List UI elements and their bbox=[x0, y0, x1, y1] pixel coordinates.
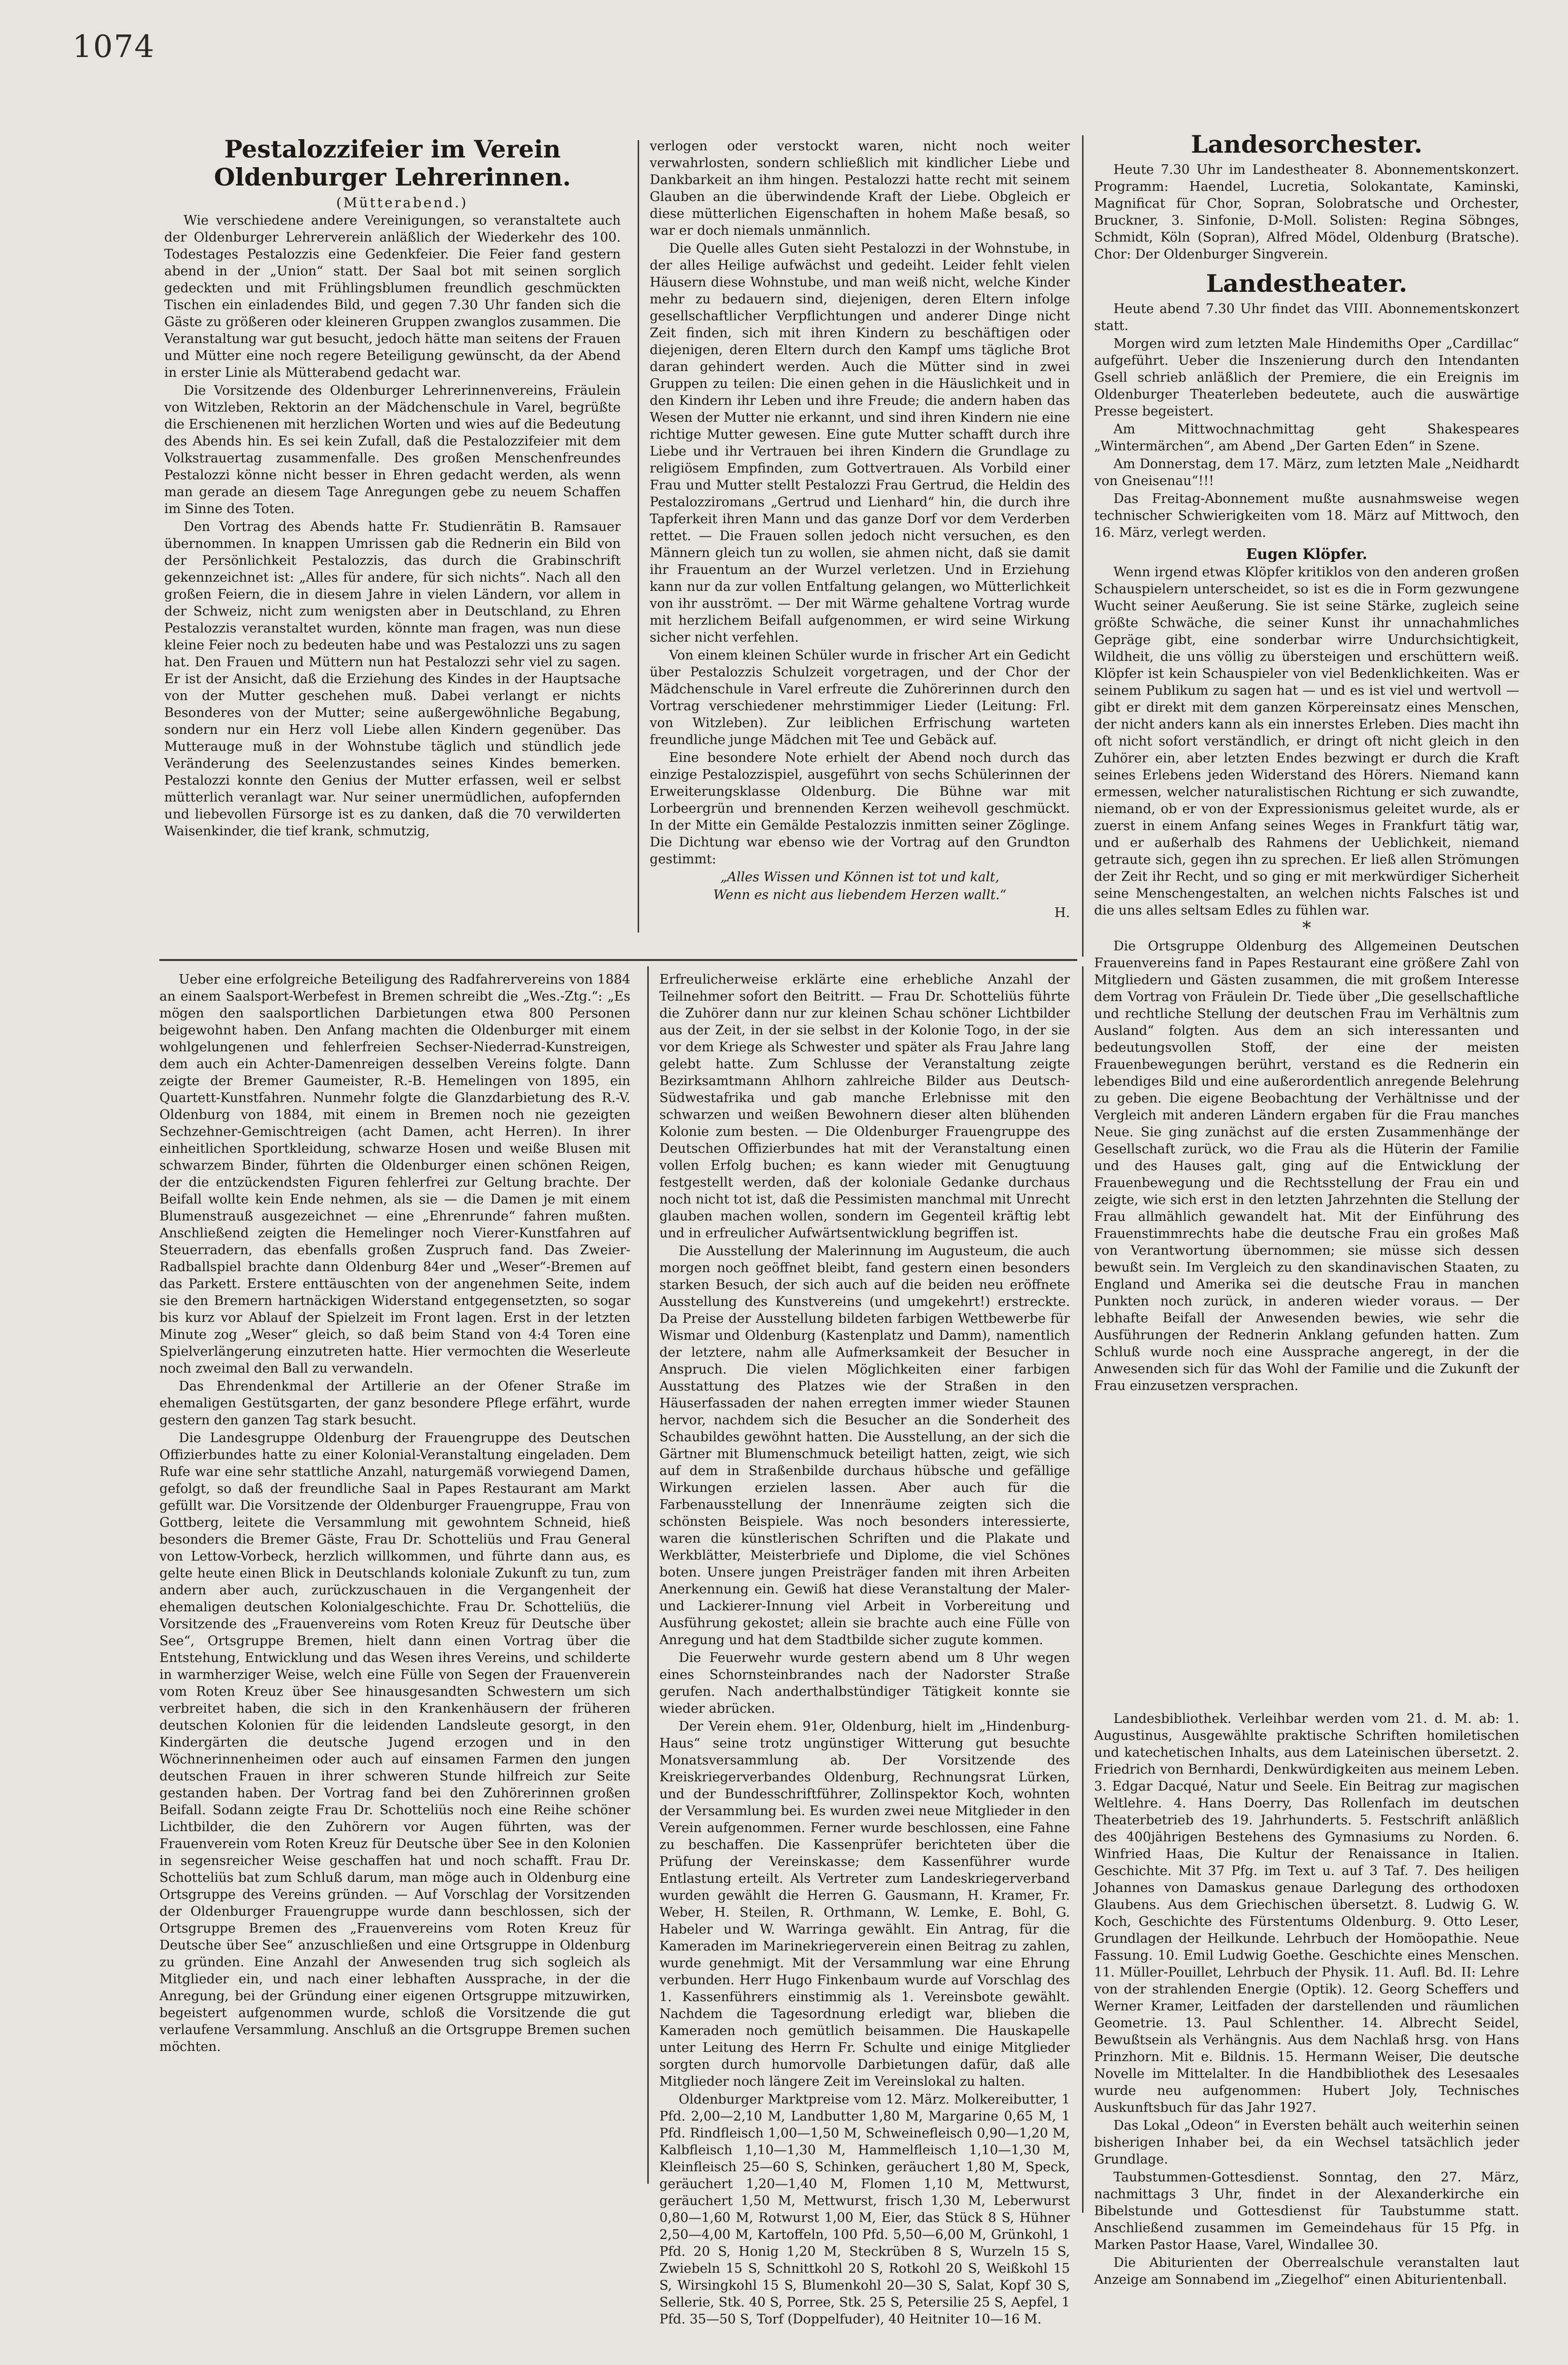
local-news-column-2 bbox=[659, 971, 1070, 2327]
local-news-column-1 bbox=[159, 971, 630, 2208]
page-number: 1074 bbox=[72, 29, 155, 65]
culture-column bbox=[1094, 130, 1519, 1706]
theater-headline: Landestheater. bbox=[1206, 269, 1408, 298]
local-news-column-3 bbox=[1094, 1710, 1519, 2287]
kloepfer-heading: Eugen Klöpfer. bbox=[1246, 546, 1368, 563]
column-rule-bottom-1 bbox=[647, 966, 649, 2184]
poem-line: Wenn es nicht aus liebendem Herzen wallt.“ bbox=[713, 888, 1007, 903]
pestalozzi-continuation bbox=[650, 138, 1070, 954]
article-paragraph: Den Vortrag des Abends hatte Fr. Studienrätin B. Ramsauer übernommen. In knappen Umrissen gab die Rednerin ein Bild von der Persönlichkeit Pestalozzis, das durch die Grabinschrift gekennzeichnet ist: „Alles für andere, für sich nichts“. Nach all den großen Feiern, die in diesem Jahre in vielen Ländern, vor allem in der Schweiz, nicht zum wenigsten aber in Deutschland, zu Ehren Pestalozzis veranstaltet wurden, könnte man fragen, was nun diese kleine Feier noch zu bedeuten habe und was Pestalozzi uns zu sagen hat. Den Frauen und Müttern nun hat Pestalozzi sehr viel zu sagen. Er ist der Ansicht, daß die Erziehung des Kindes in der Hauptsache von der Mutter geschehen muß. Dabei verlangt er nichts Besonderes von der Mutter; seine außergewöhnliche Begabung, sondern nur ein Herz voll Liebe allen Kindern gegenüber. Das Mutterauge muß in der Wohnstube täglich und stündlich jede Veränderung des Seelenzustandes seines Kindes bemerken. Pestalozzi konnte den Genius der Mutter erfassen, weil er selbst mütterlich veranlagt war. Nur seiner unermüdlichen, aufopfernden und liebevollen Fürsorge ist es zu danken, daß die 70 verwilderten Waisenkinder, die tief krank, schmutzig, bbox=[164, 519, 621, 839]
separator-asterisk: * bbox=[1302, 918, 1311, 938]
pestalozzi-subtitle: (Mütterabend.) bbox=[336, 195, 469, 211]
news-item: Erfreulicherweise erklärte eine erhebliche Anzahl der Teilnehmer sofort den Beitritt. — Frau Dr. Schotteliüs führte die Zuhörer dann nur zur kleinen Schau schöner Lichtbilder aus der Zeit, in der sie selbst in der Kolonie Togo, in der sie vor dem Kriege als Schwester und später als Frau Jahre lang gelebt hatte. Zum Schlusse der Veranstaltung zeigte Bezirksamtmann Ahlhorn zahlreiche Bilder aus Deutsch-Südwestafrika und gab manche Erlebnisse mit den schwarzen und weißen Bewohnern dieser alten blühenden Kolonie zum besten. — Die Oldenburger Frauengruppe des Deutschen Offizierbundes hat mit der Veranstaltung einen vollen Erfolg buchen; es kann wieder mit Genugtuung festgestellt werden, daß der koloniale Gedanke durchaus noch nicht tot ist, daß die Pessimisten manchmal mit Unrecht glauben machen wollen, sondern im Gegenteil kräftig lebt und in erfreulicher Aufwärtsentwicklung begriffen ist. bbox=[659, 972, 1070, 1241]
news-item: Die Abiturienten der Oberrealschule veranstalten laut Anzeige am Sonnabend im „Ziegelhof“ einen Abiturientenball. bbox=[1094, 2255, 1519, 2287]
orchestra-headline: Landesorchester. bbox=[1191, 130, 1423, 158]
theater-paragraph: Morgen wird zum letzten Male Hindemiths Oper „Cardillac“ aufgeführt. Ueber die Inszenierung durch den Intendanten Gsell schrieb anläßlich der Premiere, die ein Ereignis im Oldenburger Theaterleben bedeutete, auch die auswärtige Presse begeistert. bbox=[1094, 336, 1519, 419]
theater-paragraph: Am Mittwochnachmittag geht Shakespeares „Wintermärchen“, am Abend „Der Garten Eden“ in Szene. bbox=[1094, 422, 1519, 454]
news-item: Landesbibliothek. Verleihbar werden vom 21. d. M. ab: 1. Augustinus, Ausgewählte praktische Schriften homiletischen und katechetischen Inhalts, aus dem Lateinischen übersetzt. 2. Friedrich von Bernhardi, Denkwürdigkeiten aus meinem Leben. 3. Edgar Dacqué, Natur und Seele. Ein Beitrag zur magischen Weltlehre. 4. Hans Doerry, Das Rollenfach im deutschen Theaterbetrieb des 19. Jahrhunderts. 5. Festschrift anläßlich des 400jährigen Bestehens des Gymnasiums zu Norden. 6. Winfried Haas, Die Kultur der Renaissance in Italien. Geschichte. Mit 37 Pfg. im Text u. auf 3 Taf. 7. Des heiligen Johannes von Damaskus genaue Darlegung des orthodoxen Glaubens. Aus dem Griechischen übersetzt. 8. Ludwig G. W. Koch, Geschichte des Fürstentums Oldenburg. 9. Otto Leser, Grundlagen der Heilkunde. Lehrbuch der Homöopathie. Neue Fassung. 10. Emil Ludwig Goethe. Geschichte eines Menschen. 11. Müller-Pouillet, Lehrbuch der Physik. 11. Aufl. Bd. II: Lehre von der strahlenden Energie (Optik). 12. Georg Scheffers und Werner Kramer, Leitfaden der darstellenden und räumlichen Geometrie. 13. Paul Schlenther. 14. Albrecht Seidel, Bewußtsein als Verhängnis. Aus dem Nachlaß hrsg. von Hans Prinzhorn. Mit e. Bildnis. 15. Hermann Weiser, Die deutsche Novelle im Mittelalter. In die Handbibliothek des Lesesaales wurde neu aufgenommen: Hubert Joly, Technisches Auskunftsbuch für das Jahr 1927. bbox=[1094, 1711, 1519, 2115]
poem-line: „Alles Wissen und Können ist tot und kalt, bbox=[720, 870, 999, 885]
article-paragraph: Wie verschiedene andere Vereinigungen, so veranstaltete auch der Oldenburger Lehrerverein anläßlich der Wiederkehr des 100. Todestages Pestalozzis eine Gedenkfeier. Die Feier fand gestern abend in der „Union“ statt. Der Saal bot mit seinen sorglich gedeckten und mit Frühlingsblumen freundlich geschmückten Tischen ein einladendes Bild, und gegen 7.30 Uhr fanden sich die Gäste zu größeren oder kleineren Gruppen zwanglos zusammen. Die Veranstaltung war gut besucht, jedoch hätte man seitens der Frauen und Mütter eine noch regere Beteiligung gewünscht, da der Abend in erster Linie als Mütterabend gedacht war. bbox=[164, 213, 621, 380]
column-rule-top-1 bbox=[638, 140, 639, 932]
theater-paragraph: Das Freitag-Abonnement mußte ausnahmsweise wegen technischer Schwierigkeiten vom 18. März auf Mittwoch, den 16. März, verlegt werden. bbox=[1094, 491, 1519, 540]
kloepfer-paragraph: Wenn irgend etwas Klöpfer kritiklos von den anderen großen Schauspielern unterscheidet, so ist es die in Form gezwungene Wucht seiner Aeußerung. Sie ist seine Stärke, zugleich seine größte Schwäche, die seiner Kunst ihr unnachahmliches Gepräge gibt, eine sonderbar wirre Undurchsichtigkeit, Wildheit, die uns völlig zu übersteigen und erschüttern weiß. Klöpfer ist kein Schauspieler von viel Bedenklichkeiten. Was er seinem Publikum zu sagen hat — und es ist viel und wertvoll — gibt er direkt mit dem ganzen Körpereinsatz eines Menschen, der nicht anders kann als ein innerstes Erleben. Dies macht ihn oft nicht sofort verständlich, er dringt oft nicht gleich in den Zuhörer ein, aber letzten Endes bezwingt er durch die Kraft seines Erlebens jeden Widerstand des Hörers. Niemand kann ermessen, welcher naturalistischen Richtung er sich zuwandte, niemand, ob er von der Expressionismus geleitet wurde, als er zuerst in einem Anfang seines Weges in Frankfurt tätig war, und er außerhalb des Rahmens der Ueblichkeit, niemand getraute sich, gegen ihn zu sprechen. Er ließ allen Strömungen der Zeit ihr Recht, und so ging er mit merkwürdiger Sicherheit seine Menschengestalten, an welchen nichts Falsches ist und die uns alles seltsam Edles zu fühlen war. bbox=[1094, 565, 1519, 918]
news-item: Die Ausstellung der Malerinnung im Augusteum, die auch morgen noch geöffnet bleibt, fand gestern einen besonders starken Besuch, der sich auch auf die beiden neu eröffnete Ausstellung des Kunstvereins (und umgekehrt!) erstreckte. Da Preise der Ausstellung bildeten farbigen Wettbewerbe für Wismar und Oldenburg (Kastenplatz und Damm), namentlich der letztere, nahm alle Aufmerksamkeit der Besucher in Anspruch. Die vielen Möglichkeiten einer farbigen Ausstattung des Platzes wie der Straßen in den Häuserfassaden der nahen erregten immer wieder Staunen hervor, nachdem sich die Besucher an die Sonderheit des Schaubildes gewöhnt hatten. Die Ausstellung, an der sich die Gärtner mit Blumenschmuck beteiligt hatten, zeigt, wie sich auf dem in Straßenbilde durchaus hübsche und gefällige Wirkungen erzielen lassen. Aber auch für die Farbenausstellung der Innenräume zeigten sich die schönsten Beispiele. Was noch besonders interessierte, waren die künstlerischen Schriften und die Plakate und Werkblätter, Meisterbriefe und Diplome, die viel Schönes boten. Unsere jungen Preisträger fanden mit ihren Arbeiten Anerkennung ein. Gewiß hat diese Veranstaltung der Maler- und Lackierer-Innung viel Arbeit in Vorbereitung und Ausführung gekostet; allein sie brachte auch eine Fülle von Anregung und hat dem Stadtbilde sicher zugute kommen. bbox=[659, 1244, 1070, 1648]
news-item: Die Landesgruppe Oldenburg der Frauengruppe des Deutschen Offizierbundes hatte zu einer Kolonial-Veranstaltung eingeladen. Dem Rufe war eine sehr stattliche Anzahl, naturgemäß vorwiegend Damen, gefolgt, so daß der freundliche Saal in Papes Restaurant am Markt gefüllt war. Die Vorsitzende der Oldenburger Frauengruppe, Frau von Gottberg, leitete die Versammlung mit gewohntem Schneid, hieß besonders die Bremer Gäste, Frau Dr. Schotteliüs und Frau General von Lettow-Vorbeck, herzlich willkommen, und führte dann aus, es gelte heute einen Blick in Deutschlands koloniale Zukunft zu tun, zum andern aber auch, zurückzuschauen in die Vergangenheit der ehemaligen deutschen Kolonialgeschichte. Frau Dr. Schotteliüs, die Vorsitzende des „Frauenvereins vom Roten Kreuz für Deutsche über See“, Ortsgruppe Bremen, hielt dann einen Vortrag über die Entstehung, Entwicklung und das Wesen ihres Vereins, und schilderte in warmherziger Weise, welch eine Fülle von Segen der Frauenverein vom Roten Kreuz über See hinausgesandten Schwestern um sich verbreitet haben, die sich in den Krankenhäusern der früheren deutschen Kolonien für die leidenden Landsleute gesorgt, in den Kindergärten die deutsche Jugend erzogen und in den Wöchnerinnenheimen oder auch auf einsamen Farmen den jungen deutschen Frauen in ihrer schweren Stunde hilfreich zur Seite gestanden haben. Der Vortrag fand bei den Zuhörerinnen großen Beifall. Sodann zeigte Frau Dr. Schotteliüs noch eine Reihe schöner Lichtbilder, die den Zuhörern vor Augen führten, was der Frauenverein vom Roten Kreuz für Deutsche über See in den Kolonien in segensreicher Weise geschaffen hat und noch schafft. Frau Dr. Schotteliüs bat zum Schluß darum, man möge auch in Oldenburg eine Ortsgruppe des Vereins gründen. — Auf Vorschlag der Vorsitzenden der Oldenburger Frauengruppe wurde dann beschlossen, sich der Ortsgruppe Bremen des „Frauenvereins vom Roten Kreuz für Deutsche über See“ anzuschließen und eine Ortsgruppe in Oldenburg zu gründen. Eine Anzahl der Anwesenden trug sich sogleich als Mitglieder ein, und nach einer lebhaften Aussprache, in der die Anregung, bei der Gründung einer eigenen Ortsgruppe mitzuwirken, begeistert aufgenommen wurde, schloß die Vorsitzende die gut verlaufene Versammlung. Anschluß an die Ortsgruppe Bremen suchen möchten. bbox=[159, 1431, 630, 2054]
orchestra-paragraph: Heute 7.30 Uhr im Landestheater 8. Abonnementskonzert. Programm: Haendel, Lucretia, Solokantate, Kaminski, Magnificat für Chor, Sopran, Solobratsche und Orchester, Bruckner, 3. Sinfonie, D-Moll. Solisten: Regina Söbnges, Schmidt, Köln (Sopran), Alfred Mödel, Oldenburg (Bratsche). Chor: Der Oldenburger Singverein. bbox=[1094, 162, 1519, 262]
news-item: Die Feuerwehr wurde gestern abend um 8 Uhr wegen eines Schornsteinbrandes nach der Nadorster Straße gerufen. Nach anderthalbstündiger Tätigkeit konnte sie wieder abrücken. bbox=[659, 1650, 1070, 1716]
theater-paragraph: Heute abend 7.30 Uhr findet das VIII. Abonnementskonzert statt. bbox=[1094, 301, 1519, 333]
article-paragraph: verlogen oder verstockt waren, nicht noch weiter verwahrlosten, sondern schließlich mit kindlicher Liebe und Dankbarkeit an ihm hingen. Pestalozzi hatte recht mit seinem Glauben an die überwindende Kraft der Liebe. Obgleich er diese mütterlichen Eigenschaften in hohem Maße besaß, so war er doch niemals unmännlich. bbox=[650, 139, 1070, 238]
article-signature: H. bbox=[1054, 905, 1070, 920]
news-item: Der Verein ehem. 91er, Oldenburg, hielt im „Hindenburg-Haus“ seine trotz ungünstiger Witterung gut besuchte Monatsversammlung ab. Der Vorsitzende des Kreiskriegerverbandes Oldenburg, Rechnungsrat Lürken, und der Bundesschriftführer, Zollinspektor Koch, wohnten der Versammlung bei. Es wurden zwei neue Mitglieder in den Verein aufgenommen. Ferner wurde beschlossen, eine Fahne zu beschaffen. Die Kassenprüfer berichteten über die Prüfung der Vereinskasse; dem Kassenführer wurde Entlastung erteilt. Als Vertreter zum Landeskriegerverband wurden gewählt die Herren G. Gausmann, H. Kramer, Fr. Weber, H. Steilen, R. Orthmann, W. Lemke, E. Bohl, G. Habeler und W. Warringa gewählt. Ein Antrag, für die Kameraden im Marinekriegerverein einen Beitrag zu zahlen, wurde genehmigt. Mit der Versammlung war eine Ehrung verbunden. Herr Hugo Finkenbaum wurde auf Vorschlag des 1. Kassenführers einstimmig als 1. Vereinsbote gewählt. Nachdem die Tagesordnung erledigt war, blieben die Kameraden noch gemütlich beisammen. Die Hauskapelle unter Leitung des Herrn Fr. Schulte und einige Mitglieder sorgten durch humorvolle Darbietungen dafür, daß alle Mitglieder noch längere Zeit im Vereinslokal zu halten. bbox=[659, 1719, 1070, 2089]
news-item: Das Ehrendenkmal der Artillerie an der Ofener Straße im ehemaligen Gestütsgarten, der ganz besondere Pflege erfährt, wurde gestern den ganzen Tag stark besucht. bbox=[159, 1379, 630, 1428]
column-rule-bottom-2 bbox=[1082, 966, 1083, 2213]
article-paragraph: Die Quelle alles Guten sieht Pestalozzi in der Wohnstube, in der alles Heilige aufwächst und gedeiht. Leider fehlt vielen Häusern diese Wohnstube, und man weiß nicht, welche Kinder mehr zu bedauern sind, diejenigen, deren Eltern infolge gesellschaftlicher Verpflichtungen und anderer Dinge nicht Zeit finden, sich mit ihren Kindern zu beschäftigen oder diejenigen, deren Eltern durch den Kampf ums tägliche Brot daran gehindert werden. Auch die Mütter sind in zwei Gruppen zu teilen: Die einen gehen in die Häuslichkeit und in den Kindern ihr Leben und ihre Freude; die andern haben das Wesen der Mutter nie erkannt, und sind ihren Kindern nie eine richtige Mutter gewesen. Eine gute Mutter schafft durch ihre Liebe und ihr Vertrauen bei ihren Kindern die Grundlage zu religiösem Empfinden, zum Gottvertrauen. Als Vorbild einer Frau und Mutter stellt Pestalozzi Frau Gertrud, die Heldin des Pestalozziromans „Gertrud und Lienhard“ hin, die durch ihre Tapferkeit ihren Mann und das ganze Dorf vor dem Verderben rettet. — Die Frauen sollen jedoch nicht versuchen, es den Männern gleich tun zu wollen, sie ahmen nicht, daß sie damit ihr Frauentum an der Wurzel verletzen. Und in Erziehung kann nur da zur vollen Entfaltung gelangen, wo Mütterlichkeit von ihr ausströmt. — Der mit Wärme gehaltene Vortrag wurde mit herzlichem Beifall aufgenommen, er wird seine Wirkung sicher nicht verfehlen. bbox=[650, 241, 1070, 645]
pestalozzi-article bbox=[164, 135, 621, 952]
column-rule-top-2 bbox=[1082, 135, 1083, 957]
theater-paragraph: Am Donnerstag, dem 17. März, zum letzten Male „Neidhardt von Gneisenau“!!! bbox=[1094, 457, 1519, 488]
market-prices: Oldenburger Marktpreise vom 12. März. Molkereibutter, 1 Pfd. 2,00—2,10 M, Landbutter 1,80 M, Margarine 0,65 M, 1 Pfd. Rindfleisch 1,00—1,50 M, Schweinefleisch 0,90—1,20 M, Kalbfleisch 1,10—1,30 M, Hammelfleisch 1,10—1,30 M, Kleinfleisch 25—60 S, Schinken, geräuchert 1,80 M, Speck, geräuchert 1,20—1,40 M, Flomen 1,10 M, Mettwurst, geräuchert 1,50 M, Mettwurst, frisch 1,30 M, Leberwurst 0,80—1,60 M, Rotwurst 1,00 M, Eier, das Stück 8 S, Hühner 2,50—4,00 M, Kartoffeln, 100 Pfd. 5,50—6,00 M, Grünkohl, 1 Pfd. 20 S, Honig 1,20 M, Steckrüben 8 S, Wurzeln 15 S, Zwiebeln 15 S, Schnittkohl 20 S, Rotkohl 20 S, Weißkohl 15 S, Wirsingkohl 15 S, Blumenkohl 20—30 S, Salat, Kopf 30 S, Sellerie, Stk. 40 S, Porree, Stk. 25 S, Petersilie 25 S, Aepfel, 1 Pfd. 35—50 S, Torf (Doppelfuder), 40 Heitniter 10—16 M. bbox=[659, 2092, 1070, 2327]
news-item: Das Lokal „Odeon“ in Eversten behält auch weiterhin seinen bisherigen Inhaber bei, da ein Wechsel tatsächlich jeder Grundlage. bbox=[1094, 2118, 1519, 2167]
news-item: Ueber eine erfolgreiche Beteiligung des Radfahrervereins von 1884 an einem Saalsport-Werbefest in Bremen schreibt die „Wes.-Ztg.“: „Es mögen den saalsportlichen Darbietungen etwa 800 Personen beigewohnt haben. Den Anfang machten die Oldenburger mit einem wohlgelungenen und fehlerfreien Sechser-Niederrad-Kunstreigen, dem auch ein Achter-Damenreigen desselben Vereins folgte. Dann zeigte der Bremer Gaumeister, R.-B. Hemelingen von 1895, ein Quartett-Kunstfahren. Nunmehr folgte die Glanzdarbietung des R.-V. Oldenburg von 1884, mit einem in Bremen noch nie gezeigten Sechzehner-Gemischtreigen (acht Damen, acht Herren). In ihrer einheitlichen Sportkleidung, schwarze Hosen und weiße Blusen mit schwarzem Binder, führten die Oldenburger einen schönen Reigen, der die entzückendsten Figuren fehlerfrei zur Geltung brachte. Der Beifall wollte kein Ende nehmen, als sie — die Damen je mit einem Blumenstrauß ausgezeichnet — eine „Ehrenrunde“ fahren mußten. Anschließend zeigten die Hemelinger noch Vierer-Kunstfahren auf Steuerradern, das ebenfalls großen Zuspruch fand. Das Zweier-Radballspiel brachte dann Oldenburg 84er und „Weser“-Bremen auf das Parkett. Erstere enttäuschten von der angenehmen Seite, indem sie den Bremern hartnäckigen Widerstand entgegensetzten, so sogar bis kurz vor Ablauf der Spielzeit im Front lagen. Erst in der letzten Minute zog „Weser“ gleich, so daß beim Stand von 4:4 Toren eine Spielverlängerung einzutreten hatte. Hier vermochten die Weserleute noch zweimal den Ball zu verwandeln. bbox=[159, 972, 630, 1376]
article-paragraph: Die Vorsitzende des Oldenburger Lehrerinnenvereins, Fräulein von Witzleben, Rektorin an der Mädchenschule in Varel, begrüßte die Erschienenen mit herzlichen Worten und wies auf die Bedeutung des Abends hin. Es sei kein Zufall, daß die Pestalozzifeier mit dem Volkstrauertag zusammenfalle. Des großen Menschenfreundes Pestalozzi könne nicht besser in Ehren gedacht werden, als wenn man gerade an diesem Tage Anregungen gebe zu neuem Schaffen im Sinne des Toten. bbox=[164, 383, 621, 516]
article-paragraph: Eine besondere Note erhielt der Abend noch durch das einzige Pestalozzispiel, ausgeführt von sechs Schülerinnen der Erweiterungsklasse Oldenburg. Die Bühne war mit Lorbeergrün und brennenden Kerzen weihevoll geschmückt. In der Mitte ein Gemälde Pestalozzis inmitten seiner Zöglinge. Die Dichtung war ebenso wie der Vortrag auf den Grundton gestimmt: bbox=[650, 750, 1070, 867]
section-rule bbox=[159, 959, 1077, 961]
article-paragraph: Von einem kleinen Schüler wurde in frischer Art ein Gedicht über Pestalozzis Schulzeit vorgetragen, und der Chor der Mädchenschule in Varel erfreute die Zuhörerinnen durch den Vortrag verschiedener mehrstimmiger Lieder (Leitung: Frl. von Witzleben). Zur leiblichen Erfrischung warteten freundliche junge Mädchen mit Tee und Gebäck auf. bbox=[650, 648, 1070, 747]
ortsgruppe-paragraph: Die Ortsgruppe Oldenburg des Allgemeinen Deutschen Frauenvereins fand in Papes Restaurant eine größere Zahl von Mitgliedern und Gästen zusammen, die mit großem Interesse dem Vortrag von Fräulein Dr. Tiede über „Die gesellschaftliche und rechtliche Stellung der deutschen Frau im Verhältnis zum Ausland“ folgten. Aus dem an sich interessanten und bedeutungsvollen Stoff, der eine der meisten Frauenbewegungen berührt, verstand es die Rednerin ein lebendiges Bild und eine außerordentlich anregende Belehrung zu geben. Die eigene Beobachtung der Verhältnisse und der Vergleich mit anderen Ländern ergaben für die Frau manches Neue. Sie ging zunächst auf die ersten Zusammenhänge der Gesellschaft zurück, wo die Frau als die Hüterin der Familie und des Hauses galt, ging auf die Entwicklung der Frauenbewegung und die Rechtsstellung der Frau ein und zeigte, wie sich erst in den letzten Jahrzehnten die Stellung der Frau allmählich gewandelt hat. Mit der Einführung des Frauenstimmrechts habe die deutsche Frau ein großes Maß von Verantwortung übernommen; sie müsse sich dessen bewußt sein. Im Vergleich zu den skandinavischen Staaten, zu England und Amerika sei die deutsche Frau in manchen Punkten noch zurück, in anderen wieder voraus. — Der lebhafte Beifall der Anwesenden bewies, wie sehr die Ausführungen der Rednerin Anklang gefunden hatten. Zum Schluß wurde noch eine Aussprache angeregt, in der die Anwesenden sich für das Wohl der Familie und die Zukunft der Frau einzusetzen versprachen. bbox=[1094, 939, 1519, 1393]
pestalozzi-headline: Pestalozzifeier im Verein Oldenburger Lehrerinnen. bbox=[214, 135, 571, 191]
news-item: Taubstummen-Gottesdienst. Sonntag, den 27. März, nachmittags 3 Uhr, findet in der Alexanderkirche ein Bibelstunde und Gottesdienst für Taubstumme statt. Anschließend zusammen im Gemeindehaus für 15 Pfg. in Marken Pastor Haase, Varel, Windallee 30. bbox=[1094, 2170, 1519, 2252]
